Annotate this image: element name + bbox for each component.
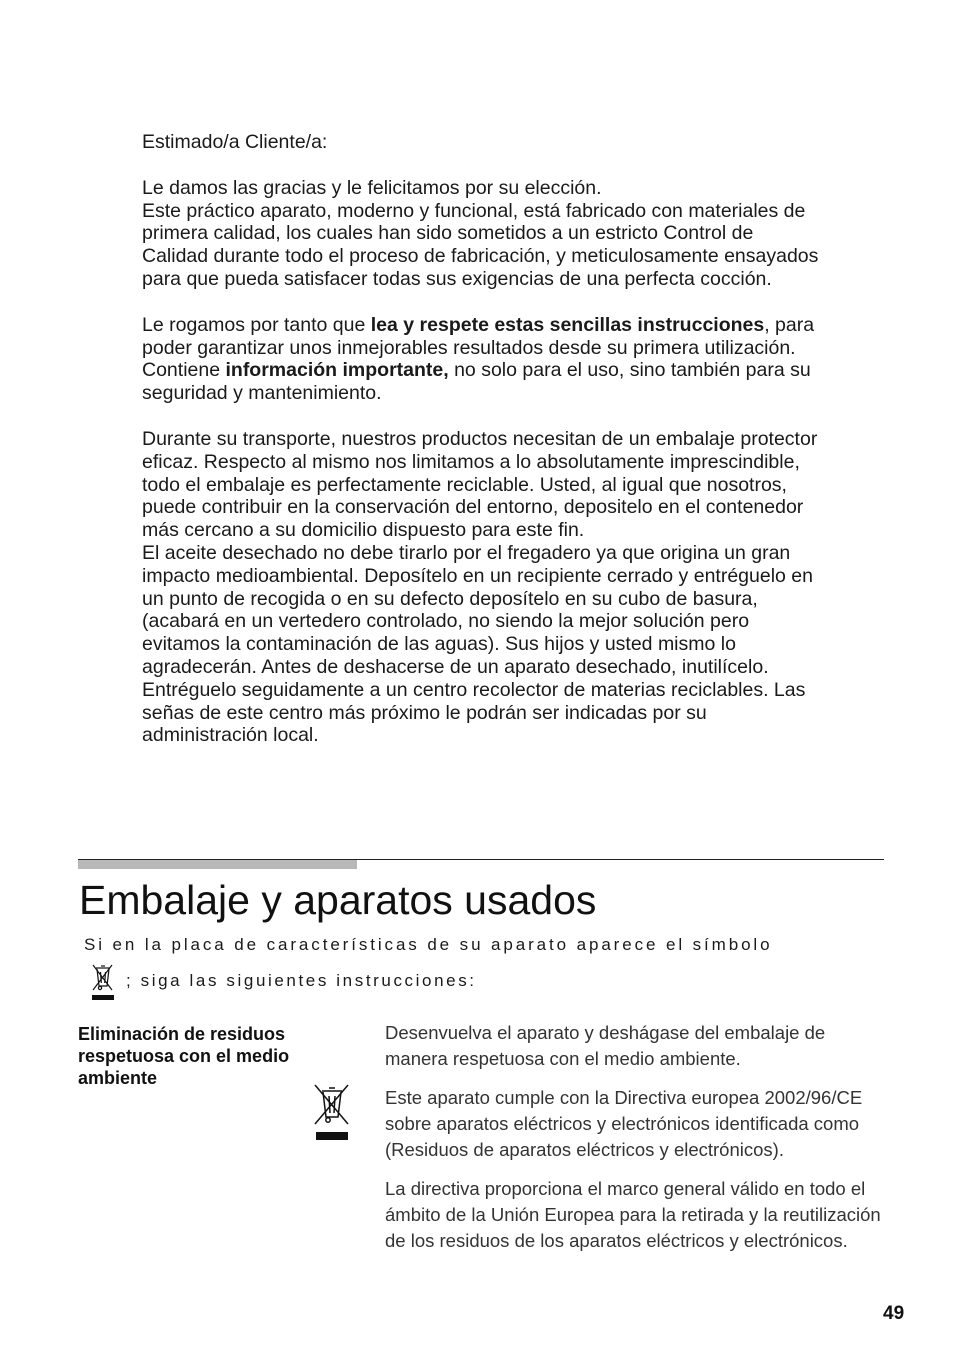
- crossed-out-wheelie-bin-icon: [311, 1082, 351, 1142]
- greeting: Estimado/a Cliente/a:: [142, 131, 328, 153]
- section-body: [385, 1020, 885, 1267]
- intro-text: [142, 131, 822, 747]
- symbol-instruction-line-1: Si en la placa de características de su aparato aparece el símbolo: [84, 935, 773, 954]
- section-heading: Embalaje y aparatos usados: [79, 877, 597, 923]
- intro-paragraph-3: Durante su transporte, nuestros productos necesitan de un embalaje protector eficaz. Respecto al mismo nos limitamos a lo absolutamente imprescindible, todo el embalaje es perfectamente reciclable. Usted, al igual que nosotros, puede contribuir en la conservación del entorno, depositelo en el contenedor más cercano a su domicilio dispuesto para este fin.: [142, 427, 818, 542]
- intro-p2-bold-2: información importante,: [225, 359, 449, 382]
- intro-p2-bold-1: lea y respete estas sencillas instrucciones: [370, 313, 765, 336]
- intro-p2-text-b: , para poder garantizar unos inmejorables resultados desde su primera utilización. Contiene: [142, 313, 815, 382]
- page-number: 49: [883, 1303, 905, 1324]
- intro-paragraph-1: [142, 177, 822, 291]
- section-divider-accent: [78, 860, 357, 869]
- body-paragraph-2: Este aparato cumple con la Directiva europea 2002/96/CE sobre aparatos eléctricos y electrónicos identificada como (Residuos de aparatos eléctricos y electrónicos).: [385, 1087, 863, 1160]
- body-paragraph-3: La directiva proporciona el marco general válido en todo el ámbito de la Unión Europea para la retirada y la reutilización de los residuos de los aparatos eléctricos y electrónicos.: [385, 1178, 881, 1251]
- intro-p1-rest: Este práctico aparato, moderno y funcional, está fabricado con materiales de primera calidad, los cuales han sido sometidos a un estricto Control de Calidad durante todo el proceso de fabricación, y meticulosamente ensayados para que pueda satisfacer todas sus exigencias de una perfecta cocción.: [142, 199, 819, 290]
- side-title: Eliminación de residuos respetuosa con el medio ambiente: [78, 1024, 290, 1088]
- intro-p1-line1: Le damos las gracias y le felicitamos por su elección.: [142, 176, 602, 199]
- intro-p2-text-a: Le rogamos por tanto que: [142, 313, 371, 336]
- crossed-out-wheelie-bin-icon: [88, 962, 116, 1004]
- intro-paragraph-2: [142, 314, 822, 405]
- intro-paragraph-4: El aceite desechado no debe tirarlo por el fregadero ya que origina un gran impacto medioambiental. Deposítelo en un recipiente cerrado y entréguelo en un punto de recogida o en su defecto deposítelo en su cubo de basura, (acabará en un vertedero controlado, no siendo la mejor solución pero evitamos la contaminación de las aguas). Sus hijos y usted mismo lo agradecerán. Antes de deshacerse de un aparato desechado, inutilícelo. Entréguelo seguidamente a un centro recolector de materias reciclables. Las señas de este centro más próximo le podrán ser indicadas por su administración local.: [142, 541, 813, 747]
- intro-p2-text-c: no solo para el uso, sino también para su seguridad y mantenimiento.: [142, 359, 811, 405]
- symbol-instruction-line-2: ; siga las siguientes instrucciones:: [126, 971, 477, 990]
- body-paragraph-1: Desenvuelva el aparato y deshágase del embalaje de manera respetuosa con el medio ambiente.: [385, 1022, 826, 1069]
